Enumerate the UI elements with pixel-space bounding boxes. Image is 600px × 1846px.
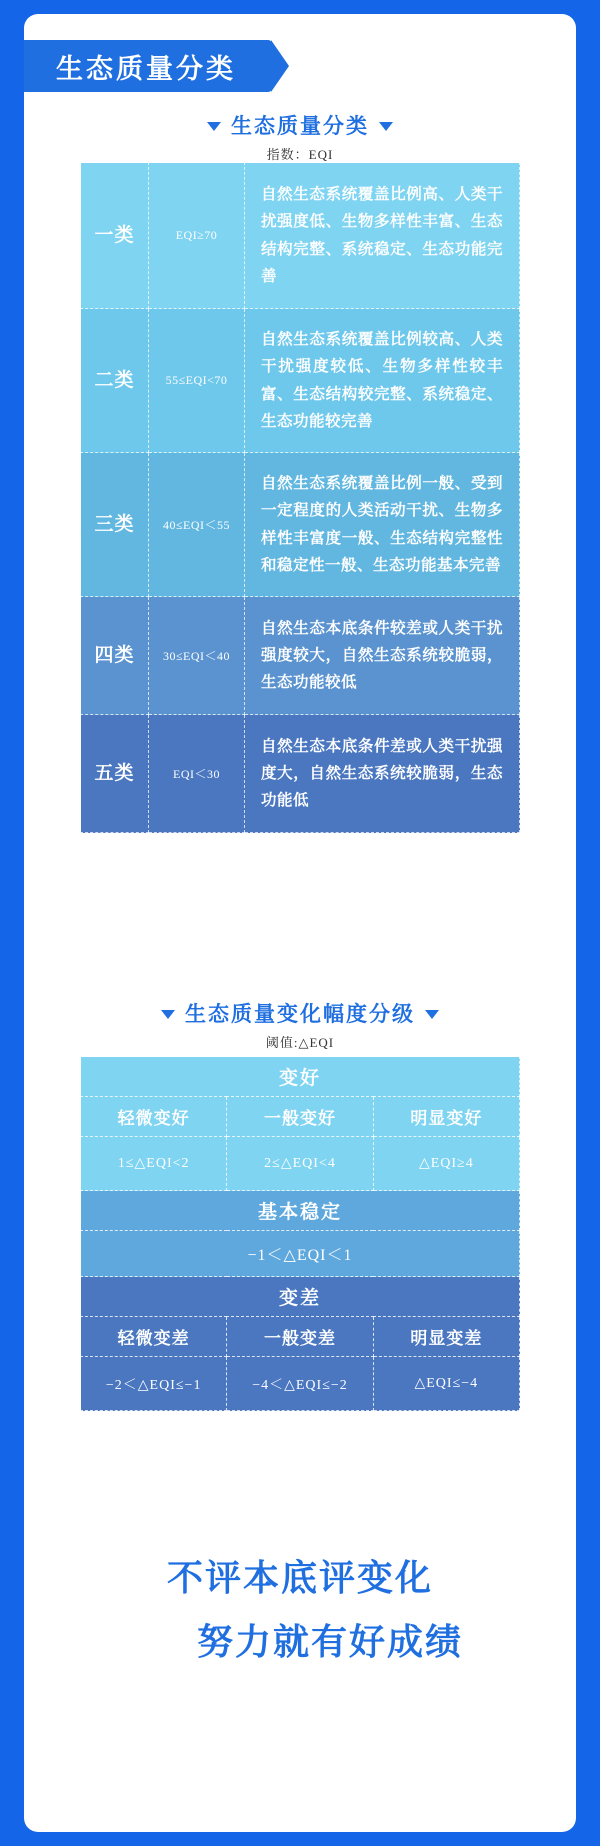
- page-title: 生态质量分类: [56, 53, 236, 84]
- triangle-down-icon: [425, 1010, 439, 1019]
- triangle-down-icon: [379, 122, 393, 131]
- class-level: 五类: [81, 715, 149, 833]
- change-label: 明显变好: [373, 1097, 519, 1137]
- change-label: 轻微变好: [81, 1097, 227, 1137]
- group-stable-label: 基本稳定: [81, 1191, 520, 1231]
- change-label: 轻微变差: [81, 1317, 227, 1357]
- class-range: 30≤EQI＜40: [149, 597, 245, 715]
- slogan-line-1: 不评本底评变化: [166, 1558, 433, 1599]
- class-description: 自然生态本底条件差或人类干扰强度大，自然生态系统较脆弱，生态功能低: [245, 715, 520, 833]
- change-value: −2＜△EQI≤−1: [81, 1357, 227, 1411]
- title-banner: [24, 40, 272, 92]
- table-row: [81, 1357, 520, 1411]
- content-card: [24, 14, 576, 1832]
- title-banner-shape: [24, 40, 272, 92]
- slogan-line-2: 努力就有好成绩: [196, 1622, 463, 1663]
- table-row: [81, 163, 520, 309]
- section-1-subtitle: 指数：EQI: [266, 147, 334, 162]
- table-row: [81, 1277, 520, 1317]
- change-value: 1≤△EQI<2: [81, 1137, 227, 1191]
- class-range: EQI＜30: [149, 715, 245, 833]
- triangle-down-icon: [161, 1010, 175, 1019]
- section-2-subtitle: 阈值:△EQI: [265, 1035, 335, 1050]
- section-2-title: 生态质量变化幅度分级: [185, 1003, 415, 1026]
- change-label: 一般变差: [227, 1317, 373, 1357]
- triangle-down-icon: [207, 122, 221, 131]
- table-row: [81, 1137, 520, 1191]
- class-level: 一类: [81, 163, 149, 309]
- group-better-label: 变好: [81, 1057, 520, 1097]
- table-row: [81, 1317, 520, 1357]
- section-2-header: [24, 998, 576, 1028]
- class-range: EQI≥70: [149, 163, 245, 309]
- class-level: 三类: [81, 453, 149, 597]
- table-row: [81, 1097, 520, 1137]
- section-1-header: [24, 110, 576, 140]
- change-value: −4＜△EQI≤−2: [227, 1357, 373, 1411]
- change-value: △EQI≤−4: [373, 1357, 519, 1411]
- class-range: 55≤EQI<70: [149, 309, 245, 453]
- class-range: 40≤EQI＜55: [149, 453, 245, 597]
- table-row: [81, 453, 520, 597]
- class-description: 自然生态系统覆盖比例一般、受到一定程度的人类活动干扰、生物多样性丰富度一般、生态结构完整性和稳定性一般、生态功能基本完善: [245, 453, 520, 597]
- table-row: [81, 309, 520, 453]
- eco-change-level-table: [80, 1056, 520, 1411]
- section-1-title: 生态质量分类: [231, 115, 369, 138]
- change-value: △EQI≥4: [373, 1137, 519, 1191]
- change-value: 2≤△EQI<4: [227, 1137, 373, 1191]
- change-label: 明显变差: [373, 1317, 519, 1357]
- group-worse-label: 变差: [81, 1277, 520, 1317]
- eco-quality-class-table: [80, 162, 520, 833]
- table-row: [81, 1057, 520, 1097]
- class-level: 四类: [81, 597, 149, 715]
- stable-value: −1＜△EQI＜1: [81, 1231, 520, 1277]
- class-description: 自然生态系统覆盖比例较高、人类干扰强度较低、生物多样性较丰富、生态结构较完整、系统稳定、生态功能较完善: [245, 309, 520, 453]
- class-level: 二类: [81, 309, 149, 453]
- table-row: [81, 1231, 520, 1277]
- change-label: 一般变好: [227, 1097, 373, 1137]
- table-row: [81, 597, 520, 715]
- class-description: 自然生态系统覆盖比例高、人类干扰强度低、生物多样性丰富、生态结构完整、系统稳定、生态功能完善: [245, 163, 520, 309]
- table-row: [81, 1191, 520, 1231]
- class-description: 自然生态本底条件较差或人类干扰强度较大，自然生态系统较脆弱，生态功能较低: [245, 597, 520, 715]
- table-row: [81, 715, 520, 833]
